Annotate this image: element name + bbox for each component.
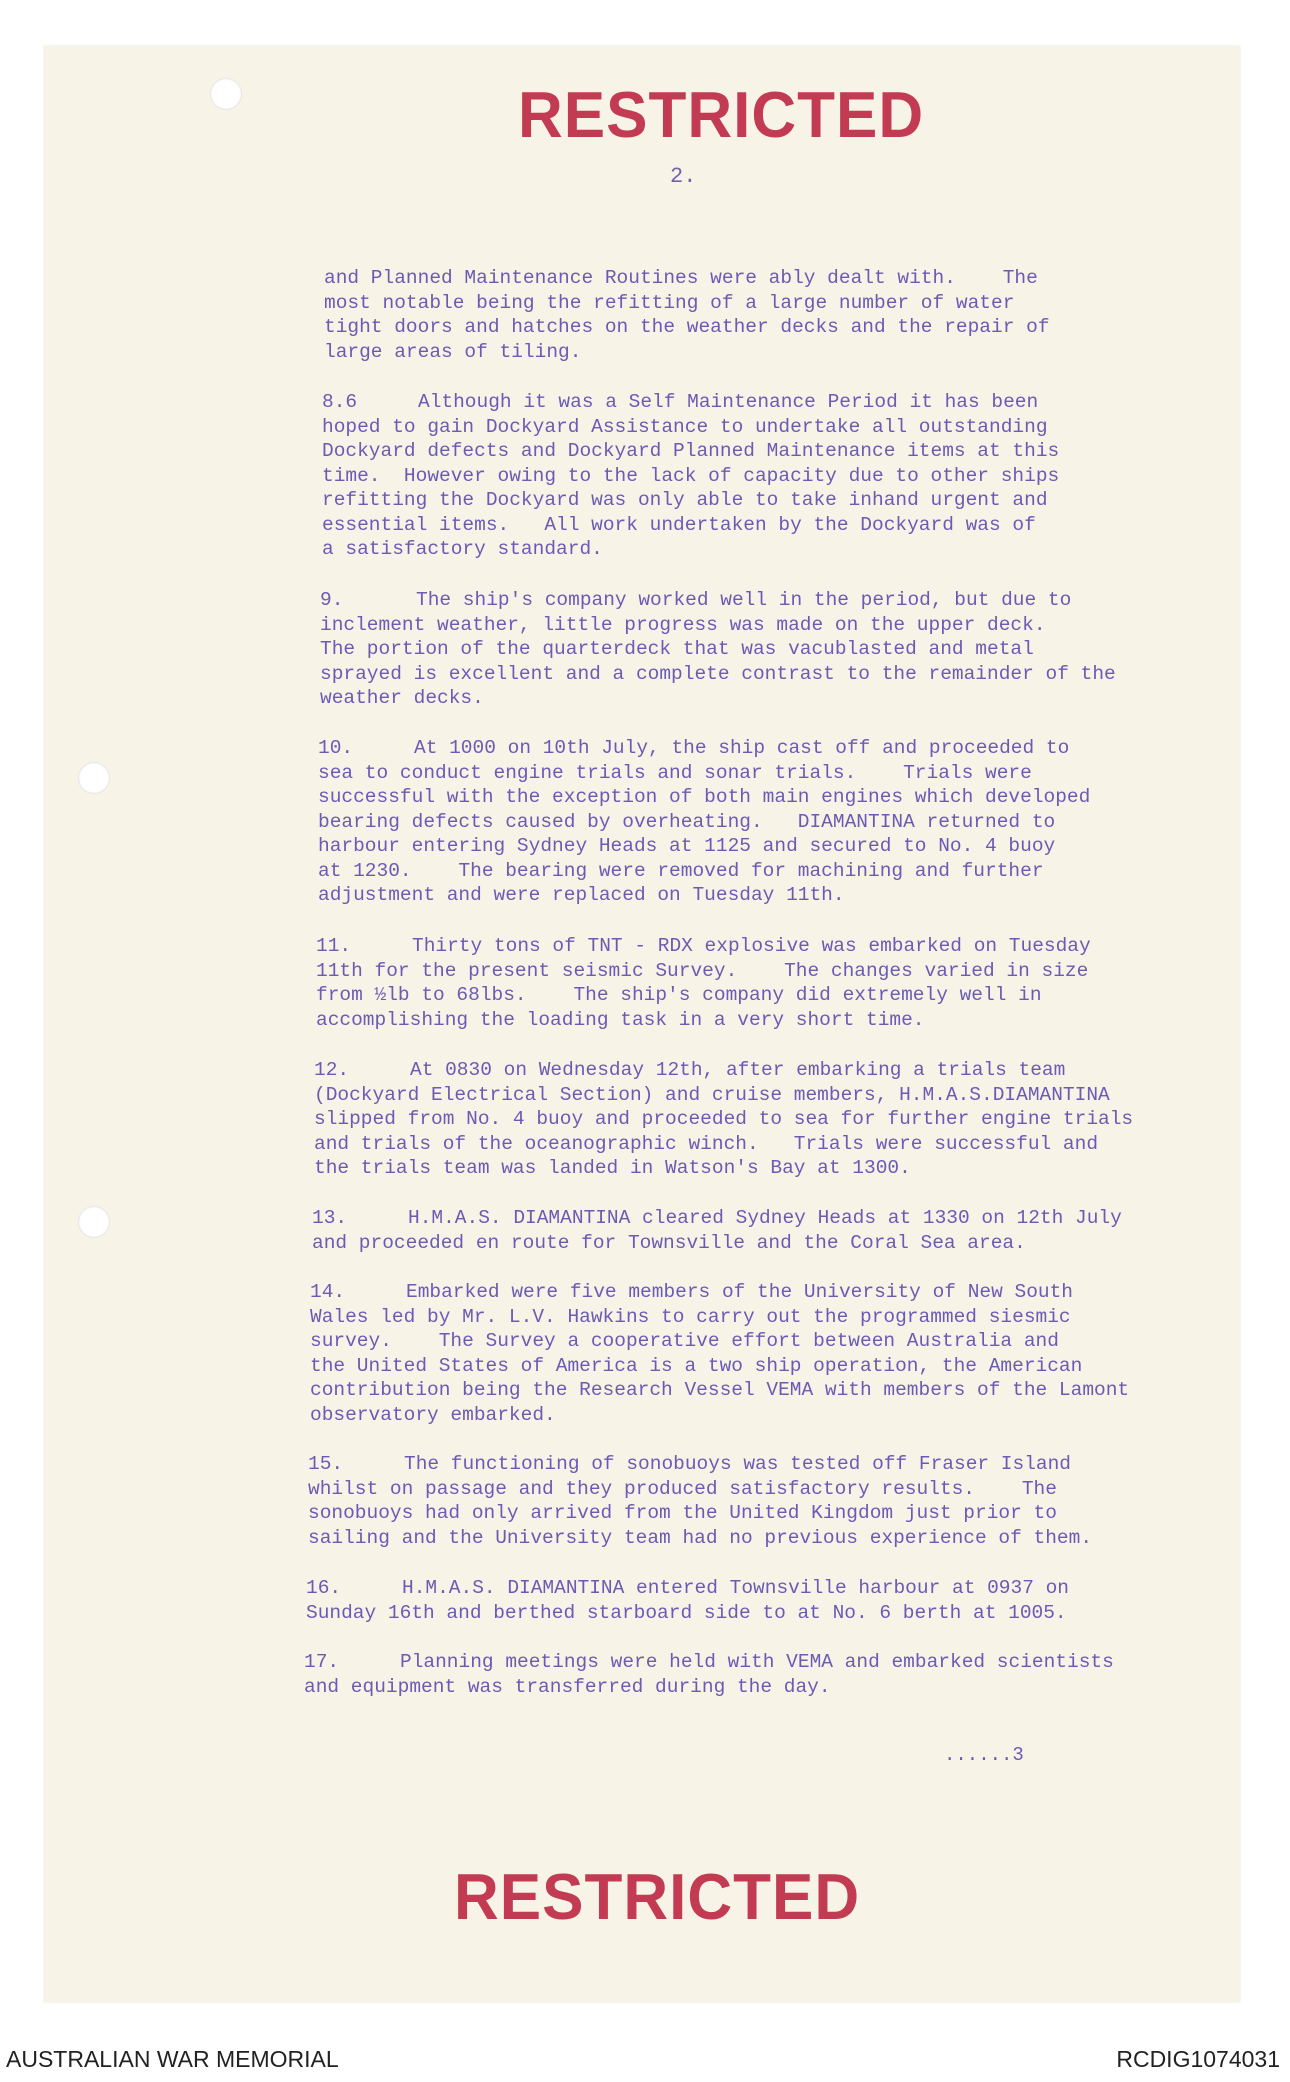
paragraph-16 bbox=[306, 1576, 1069, 1625]
paragraph-15 bbox=[308, 1452, 1092, 1550]
footer-reference: RCDIG1074031 bbox=[1116, 2046, 1280, 2072]
paragraph-number: 17. bbox=[304, 1651, 340, 1673]
paragraph-text: At 0830 on Wednesday 12th, after embarking a trials team (Dockyard Electrical Section) and cruise members, H.M.A.S.DIAMANTINA slipped from No. 4 buoy and proceeded to sea for further engine trials and trials of the oceanographic winch. Trials were successful and the trials team was landed in Watson's Bay at 1300. bbox=[314, 1059, 1134, 1179]
restricted-stamp-bottom: RESTRICTED bbox=[454, 1861, 861, 1934]
paragraph-text: Although it was a Self Maintenance Period it has been hoped to gain Dockyard Assistance to undertake all outstanding Dockyard defects and Dockyard Planned Maintenance items at this time. However owing to the lack of capacity due to other ships refitting the Dockyard was only able to take inhand urgent and essential items. All work undertaken by the Dockyard was of a satisfactory standard. bbox=[322, 391, 1060, 560]
paragraph-8-6 bbox=[322, 390, 1059, 562]
paragraph-text: The functioning of sonobuoys was tested off Fraser Island whilst on passage and they produced satisfactory results. The sonobuoys had only arrived from the United Kingdom just prior to sailing and the University team had no previous experience of them. bbox=[308, 1453, 1093, 1549]
paragraph-13 bbox=[312, 1206, 1122, 1255]
paragraph-12 bbox=[314, 1058, 1133, 1181]
paragraph-number: 11. bbox=[316, 935, 352, 957]
paragraph-text: H.M.A.S. DIAMANTINA entered Townsville harbour at 0937 on Sunday 16th and berthed starboard side to at No. 6 berth at 1005. bbox=[306, 1577, 1070, 1624]
paragraph-text: Planning meetings were held with VEMA and embarked scientists and equipment was transferred during the day. bbox=[304, 1651, 1114, 1698]
paragraph-number: 9. bbox=[320, 589, 344, 611]
paragraph-text: Thirty tons of TNT - RDX explosive was embarked on Tuesday 11th for the present seismic Survey. The changes varied in size from ½lb to 68lbs. The ship's company did extremely well in accomplishing the loading task in a very short time. bbox=[316, 935, 1091, 1031]
paragraph-text: At 1000 on 10th July, the ship cast off and proceeded to sea to conduct engine trials and sonar trials. Trials were successful with the exception of both main engines which developed bearing defects caused by overheating. DIAMANTINA returned to harbour entering Sydney Heads at 1125 and secured to No. 4 buoy at 1230. The bearing were removed for machining and further adjustment and were replaced on Tuesday 11th. bbox=[318, 737, 1091, 906]
punch-hole-1 bbox=[210, 78, 242, 110]
paragraph-text: H.M.A.S. DIAMANTINA cleared Sydney Heads at 1330 on 12th July and proceeded en route for Townsville and the Coral Sea area. bbox=[312, 1207, 1122, 1254]
paragraph-number: 8.6 bbox=[322, 391, 358, 413]
paragraph-11 bbox=[316, 934, 1091, 1032]
paragraph-number: 14. bbox=[310, 1281, 346, 1303]
page-number: 2. bbox=[670, 164, 697, 189]
paragraph-number: 13. bbox=[312, 1207, 348, 1229]
paragraph-continued bbox=[324, 266, 1050, 364]
punch-hole-2 bbox=[78, 762, 110, 794]
paragraph-number: 15. bbox=[308, 1453, 344, 1475]
footer-source: AUSTRALIAN WAR MEMORIAL bbox=[6, 2046, 339, 2072]
continuation-marker: ......3 bbox=[944, 1744, 1024, 1766]
paragraph-17 bbox=[304, 1650, 1114, 1699]
paragraph-14 bbox=[310, 1280, 1129, 1427]
restricted-stamp-top: RESTRICTED bbox=[518, 79, 925, 152]
paragraph-number: 16. bbox=[306, 1577, 342, 1599]
paragraph-text: The ship's company worked well in the period, but due to inclement weather, little progress was made on the upper deck. The portion of the quarterdeck that was vacublasted and metal sprayed is excellent and a complete contrast to the remainder of the weather decks. bbox=[320, 589, 1116, 709]
paragraph-text: and Planned Maintenance Routines were ably dealt with. The most notable being the refitting of a large number of water tight doors and hatches on the weather decks and the repair of large areas of tiling. bbox=[324, 267, 1050, 363]
paragraph-9 bbox=[320, 588, 1116, 711]
document-page bbox=[44, 46, 1240, 2002]
punch-hole-3 bbox=[78, 1206, 110, 1238]
paragraph-number: 12. bbox=[314, 1059, 350, 1081]
paragraph-10 bbox=[318, 736, 1090, 908]
paragraph-text: Embarked were five members of the University of New South Wales led by Mr. L.V. Hawkins to carry out the programmed siesmic survey. The Survey a cooperative effort between Australia and the United States of America is a two ship operation, the American contribution being the Research Vessel VEMA with members of the Lamont observatory embarked. bbox=[310, 1281, 1130, 1426]
paragraph-number: 10. bbox=[318, 737, 354, 759]
